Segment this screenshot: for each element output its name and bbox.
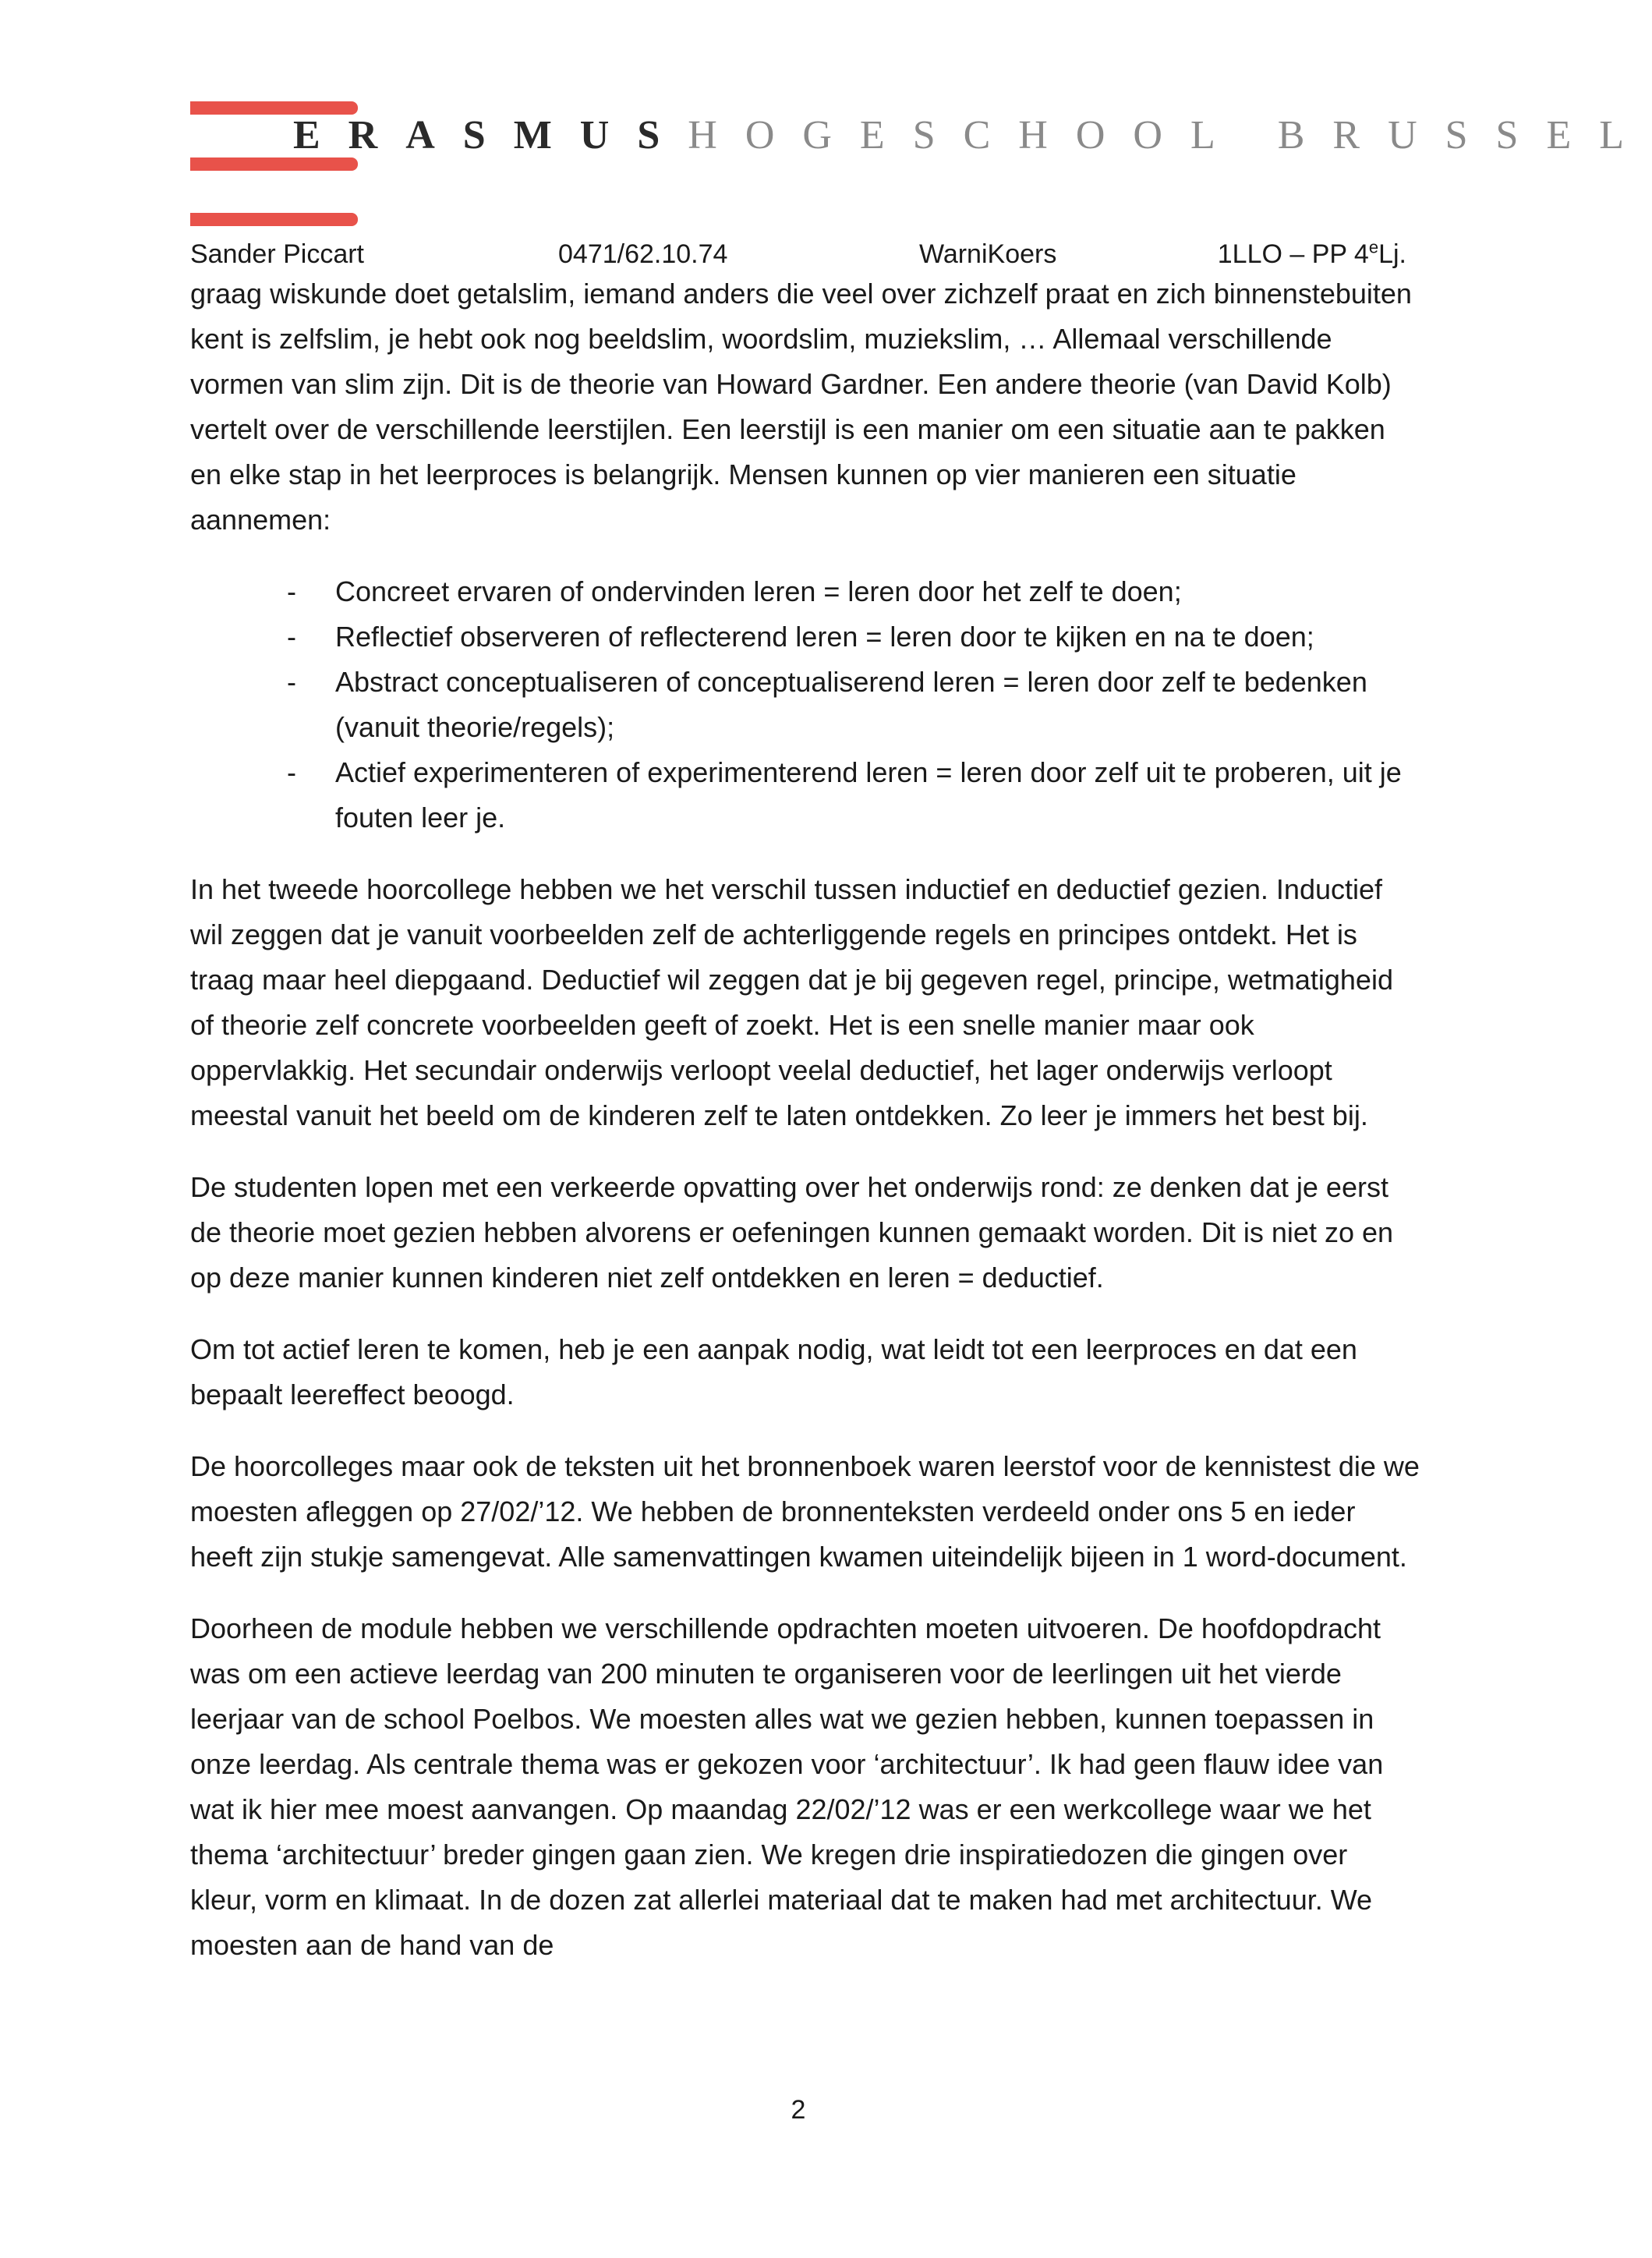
class-label <box>1218 237 1406 271</box>
paragraph: In het tweede hoorcollege hebben we het verschil tussen inductief en deductief gezien. Inductief wil zeggen dat je vanuit voorbeelden zelf de achterliggende regels en principes ontdekt. Het is traag maar heel diepgaand. Deductief wil zeggen dat je bij gegeven regel, principe, wetmatigheid of theorie zelf concrete voorbeelden geeft of zoekt. Het is een snelle manier maar ook oppervlakkig. Het secundair onderwijs verloopt veelal deductief, het lager onderwijs verloopt meestal vanuit het beeld om de kinderen zelf te laten ontdekken. Zo leer je immers het best bij. <box>190 873 1393 1131</box>
class-prefix: 1LLO – PP 4 <box>1217 239 1369 269</box>
paragraph: Doorheen de module hebben we verschillende opdrachten moeten uitvoeren. De hoofdopdracht was om een actieve leerdag van 200 minuten te organiseren voor de leerlingen uit het vierde leerjaar van de school Poelbos. We moesten alles wat we gezien hebben, kunnen toepassen in onze leerdag. Als centrale thema was er gekozen voor ‘architectuur’. Ik had geen flauw idee van wat ik hier mee moest aanvangen. Op maandag 22/02/’12 was er een werkcollege waar we het thema ‘architectuur’ breder gingen gaan zien. We kregen drie inspiratiedozen die gingen over kleur, vorm en klimaat. In de dozen zat allerlei materiaal dat te maken had met architectuur. We moesten aan de hand van de <box>190 1612 1384 1961</box>
list-item-text: Concreet ervaren of ondervinden leren = leren door het zelf te doen; <box>335 575 1182 607</box>
letterhead-erasmus: ERASMUS <box>293 113 688 157</box>
list-marker: - <box>287 756 296 788</box>
list-marker: - <box>287 575 296 607</box>
list-item <box>190 569 1422 614</box>
paragraph: De studenten lopen met een verkeerde opvatting over het onderwijs rond: ze denken dat je eerst de theorie moet gezien hebben alvorens er oefeningen kunnen gemaakt worden. Dit is niet zo en op deze manier kunnen kinderen niet zelf ontdekken en leren = deductief. <box>190 1171 1394 1294</box>
class-sup: e <box>1368 237 1379 257</box>
list-item <box>190 660 1422 750</box>
list-item-text: Actief experimenteren of experimenterend leren = leren door zelf uit te proberen, uit je fouten leer je. <box>335 756 1402 833</box>
list-marker: - <box>287 621 296 653</box>
logo-stripe <box>190 213 358 226</box>
paragraph: Om tot actief leren te komen, heb je een aanpak nodig, wat leidt tot een leerproces en dat een bepaalt leereffect beoogd. <box>190 1333 1357 1410</box>
letterhead-logo <box>190 101 1652 226</box>
list-item-text: Reflectief observeren of reflecterend leren = leren door te kijken en na te doen; <box>335 621 1314 653</box>
author-phone: 0471/62.10.74 <box>558 239 728 269</box>
class-suffix: Lj. <box>1378 239 1406 269</box>
logo-stripe <box>190 157 358 171</box>
body-text <box>190 271 1422 1994</box>
header-info <box>190 237 1406 271</box>
letterhead-brussel: BRUSSEL <box>1277 113 1652 157</box>
list-item <box>190 614 1422 660</box>
paragraph: De hoorcolleges maar ook de teksten uit het bronnenboek waren leerstof voor de kennistest die we moesten afleggen op 27/02/’12. We hebben de bronnenteksten verdeeld onder ons 5 en ieder heeft zijn stukje samengevat. Alle samenvattingen kwamen uiteindelijk bijeen in 1 word-document. <box>190 1450 1420 1573</box>
page-number: 2 <box>791 2095 806 2125</box>
list-marker: - <box>287 666 296 698</box>
list-item <box>190 750 1422 841</box>
letterhead-hogeschool: HOGESCHOOL <box>688 113 1243 157</box>
list-item-text: Abstract conceptualiseren of conceptualiserend leren = leren door zelf te bedenken (vanuit theorie/regels); <box>335 666 1367 743</box>
author-name: Sander Piccart <box>190 239 364 269</box>
group-name: WarniKoers <box>919 239 1057 269</box>
letterhead-text <box>293 115 1652 156</box>
paragraph-intro: graag wiskunde doet getalslim, iemand anders die veel over zichzelf praat en zich binnenstebuiten kent is zelfslim, je hebt ook nog beeldslim, woordslim, muziekslim, … Allemaal verschillende vormen van slim zijn. Dit is de theorie van Howard Gardner. Een andere theorie (van David Kolb) vertelt over de verschillende leerstijlen. Een leerstijl is een manier om een situatie aan te pakken en elke stap in het leerproces is belangrijk. Mensen kunnen op vier manieren een situatie aannemen: <box>190 278 1412 536</box>
learning-styles-list <box>190 569 1422 841</box>
